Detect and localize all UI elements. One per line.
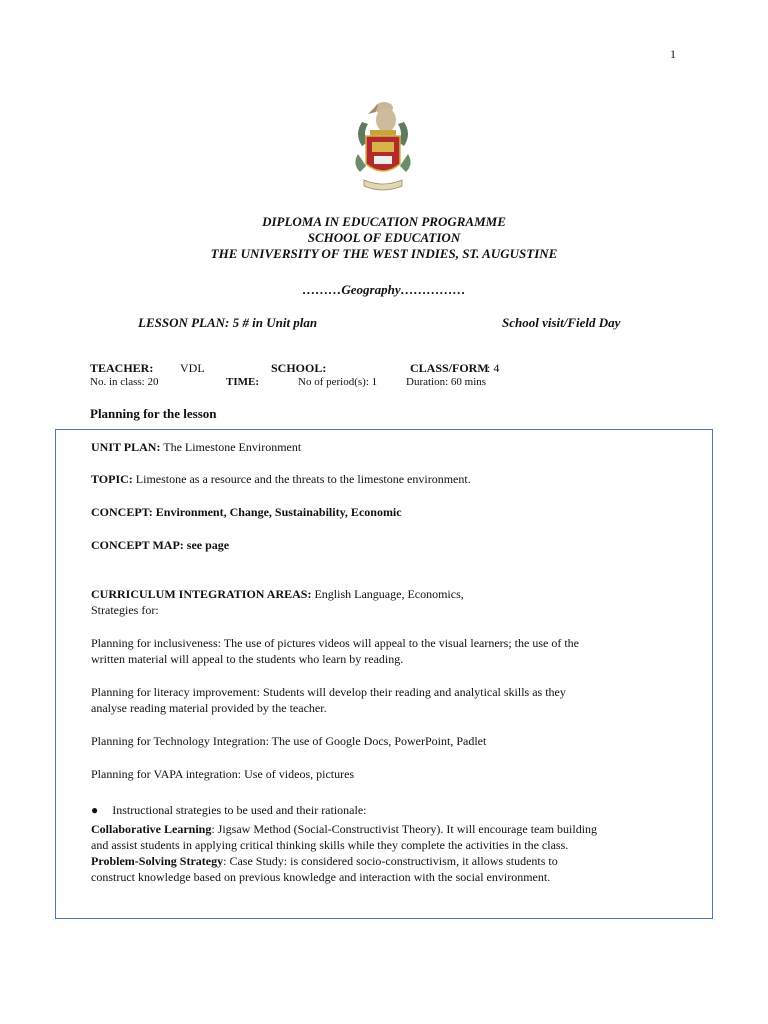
- lesson-plan-label: LESSON PLAN: 5 # in Unit plan: [138, 315, 318, 330]
- curriculum-row: [91, 586, 703, 602]
- school-title: SCHOOL OF EDUCATION: [307, 230, 461, 245]
- unit-plan-label: UNIT PLAN:: [91, 440, 161, 454]
- school-label: SCHOOL:: [271, 361, 327, 375]
- concept-row: CONCEPT: Environment, Change, Sustainability, Economic: [91, 505, 402, 519]
- lesson-plan-box: [55, 429, 713, 919]
- collaborative-value: : Jigsaw Method (Social-Constructivist Theory). It will encourage team building: [211, 822, 598, 836]
- duration: Duration: 60 mins: [406, 376, 487, 388]
- literacy-line-2: analyse reading material provided by the teacher.: [91, 701, 327, 715]
- topic-value: Limestone as a resource and the threats to the limestone environment.: [132, 472, 471, 486]
- collaborative-line-2: and assist students in applying critical thinking skills while they complete the activities in the class.: [91, 838, 569, 852]
- instructional-row: [91, 802, 703, 818]
- school-visit-label: School visit/Field Day: [502, 315, 621, 330]
- subject-line: ………Geography……………: [302, 282, 466, 297]
- time-label: TIME:: [226, 376, 259, 388]
- topic-row: [91, 471, 703, 487]
- page-number: 1: [670, 47, 676, 61]
- problem-solving-value: : Case Study: is considered socio-constructivism, it allows students to: [223, 854, 558, 868]
- university-crest-icon: [348, 94, 418, 200]
- collaborative-row: [91, 821, 703, 837]
- vapa-row: Planning for VAPA integration: Use of videos, pictures: [91, 767, 355, 781]
- programme-title: DIPLOMA IN EDUCATION PROGRAMME: [262, 214, 506, 229]
- problem-solving-label: Problem-Solving Strategy: [91, 854, 224, 868]
- unit-plan-row: [91, 439, 703, 455]
- university-title: THE UNIVERSITY OF THE WEST INDIES, ST. AUGUSTINE: [210, 246, 558, 261]
- periods: No of period(s): 1: [298, 376, 378, 388]
- instructional-text: Instructional strategies to be used and their rationale:: [112, 803, 367, 817]
- inclusiveness-line-2: written material will appeal to the students who learn by reading.: [91, 652, 404, 666]
- topic-label: TOPIC:: [91, 472, 133, 486]
- curriculum-value: English Language, Economics,: [311, 587, 464, 601]
- class-form-label: CLASS/FORM: [410, 361, 489, 375]
- strategies-for: Strategies for:: [91, 603, 159, 617]
- problem-solving-row: [91, 853, 703, 869]
- class-size: No. in class: 20: [90, 376, 159, 388]
- bullet-icon: ●: [91, 803, 99, 817]
- curriculum-label: CURRICULUM INTEGRATION AREAS:: [91, 587, 312, 601]
- teacher-value: VDL: [180, 361, 205, 375]
- collaborative-label: Collaborative Learning: [91, 822, 212, 836]
- planning-heading: Planning for the lesson: [90, 406, 217, 421]
- technology-row: Planning for Technology Integration: The use of Google Docs, PowerPoint, Padlet: [91, 734, 487, 748]
- literacy-line-1: Planning for literacy improvement: Students will develop their reading and analytical skills as they: [91, 685, 566, 699]
- concept-map-row: CONCEPT MAP: see page: [91, 538, 230, 552]
- teacher-label: TEACHER:: [90, 361, 154, 375]
- class-form-value: : 4: [487, 361, 500, 375]
- inclusiveness-line-1: Planning for inclusiveness: The use of pictures videos will appeal to the visual learners; the use of the: [91, 636, 579, 650]
- problem-solving-line-2: construct knowledge based on previous knowledge and interaction with the social environment.: [91, 870, 551, 884]
- unit-plan-value: The Limestone Environment: [160, 440, 302, 454]
